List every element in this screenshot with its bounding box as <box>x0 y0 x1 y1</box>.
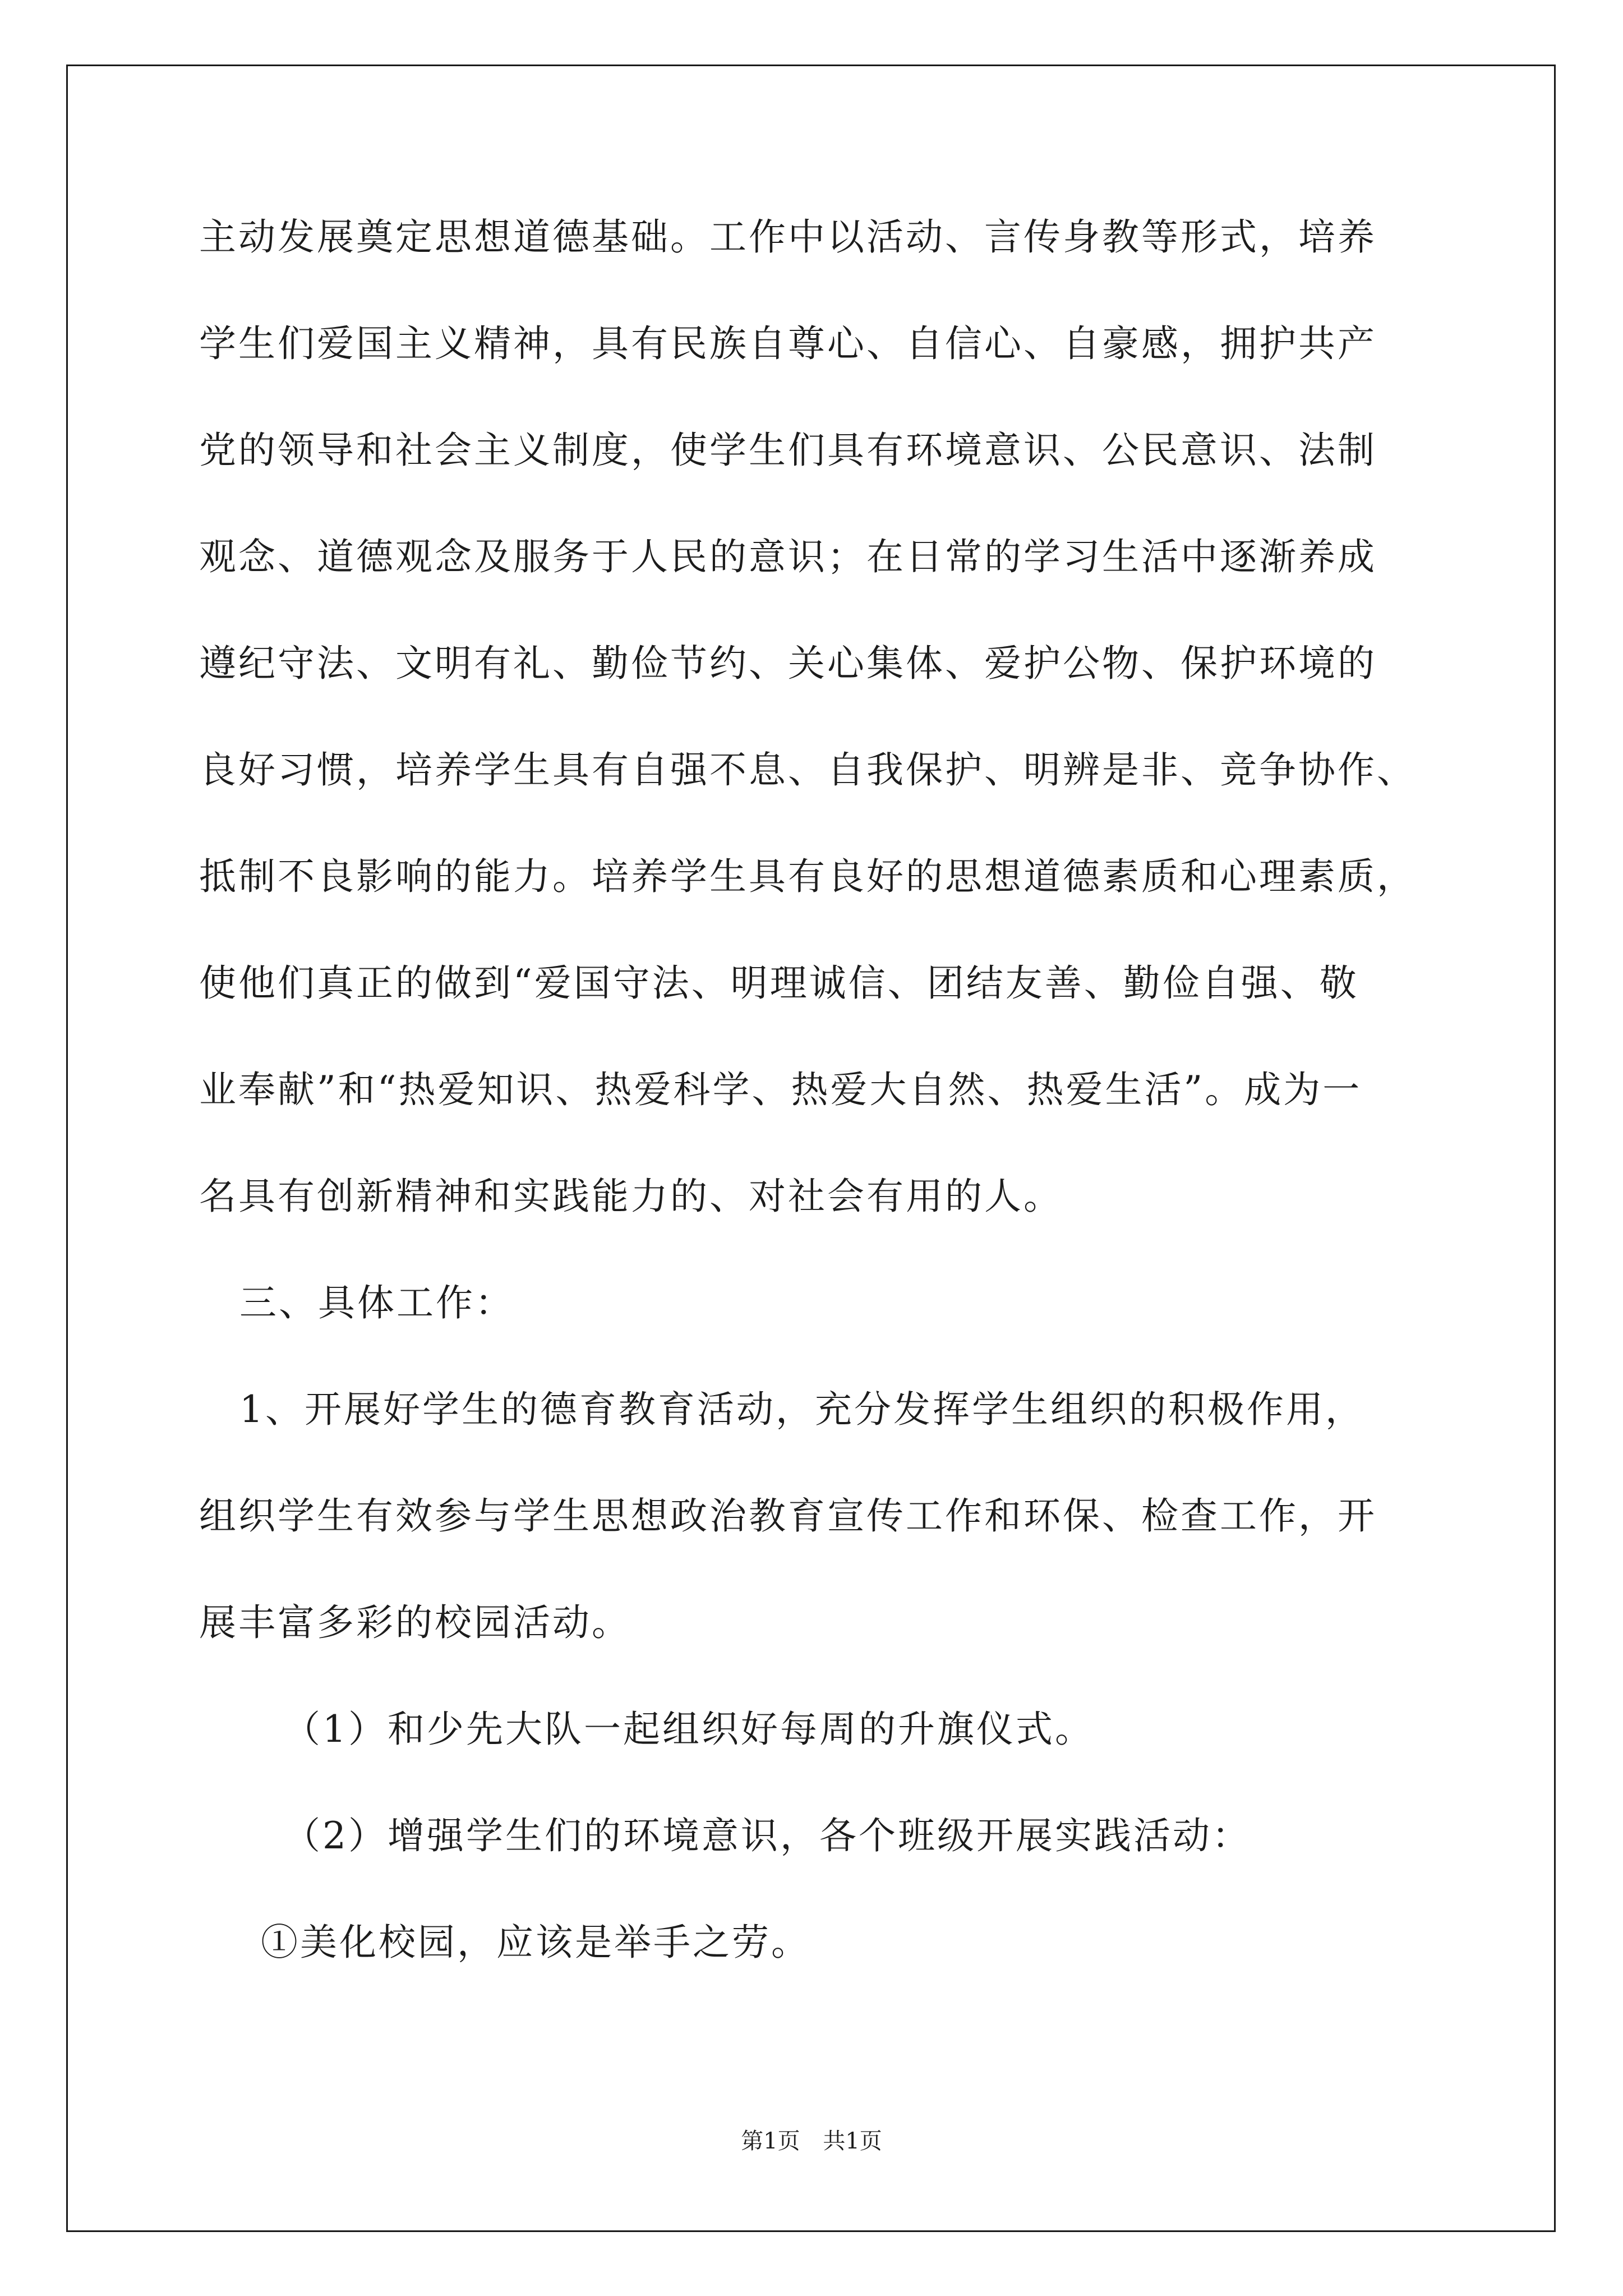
paragraph-line: 主动发展奠定思想道德基础。工作中以活动、言传身教等形式，培养 <box>199 215 1377 259</box>
paragraph-line: 名具有创新精神和实践能力的、对社会有用的人。 <box>199 1175 1063 1218</box>
page-total: 共1页 <box>823 2128 882 2154</box>
document-body <box>199 215 1455 2031</box>
list-item: （2）增强学生们的环境意识，各个班级开展实践活动： <box>283 1814 1251 1857</box>
paragraph-line: 良好习惯，培养学生具有自强不息、自我保护、明辨是非、竞争协作、 <box>199 748 1416 792</box>
paragraph-line: 展丰富多彩的校园活动。 <box>199 1601 631 1644</box>
list-item: （1）和少先大队一起组织好每周的升旗仪式。 <box>283 1708 1094 1751</box>
paragraph-line: 1、开展好学生的德育教育活动，充分发挥学生组织的积极作用， <box>239 1388 1364 1431</box>
paragraph-line: 使他们真正的做到“爱国守法、明理诚信、团结友善、勤俭自强、敬 <box>199 961 1359 1005</box>
paragraph-line: 业奉献”和“热爱知识、热爱科学、热爱大自然、热爱生活”。成为一 <box>199 1068 1362 1111</box>
paragraph-line: 遵纪守法、文明有礼、勤俭节约、关心集体、爱护公物、保护环境的 <box>199 642 1377 685</box>
paragraph-line: 抵制不良影响的能力。培养学生具有良好的思想道德素质和心理素质， <box>199 855 1416 898</box>
paragraph-line: 组织学生有效参与学生思想政治教育宣传工作和环保、检查工作，开 <box>199 1494 1377 1538</box>
section-heading: 三、具体工作： <box>239 1281 514 1324</box>
page-footer <box>0 2123 1623 2155</box>
list-item: ①美化校园，应该是举手之劳。 <box>261 1921 810 1964</box>
paragraph-line: 学生们爱国主义精神，具有民族自尊心、自信心、自豪感，拥护共产 <box>199 322 1377 365</box>
paragraph-line: 观念、道德观念及服务于人民的意识；在日常的学习生活中逐渐养成 <box>199 535 1377 578</box>
page-number: 第1页 <box>741 2128 800 2154</box>
paragraph-line: 党的领导和社会主义制度，使学生们具有环境意识、公民意识、法制 <box>199 429 1377 472</box>
